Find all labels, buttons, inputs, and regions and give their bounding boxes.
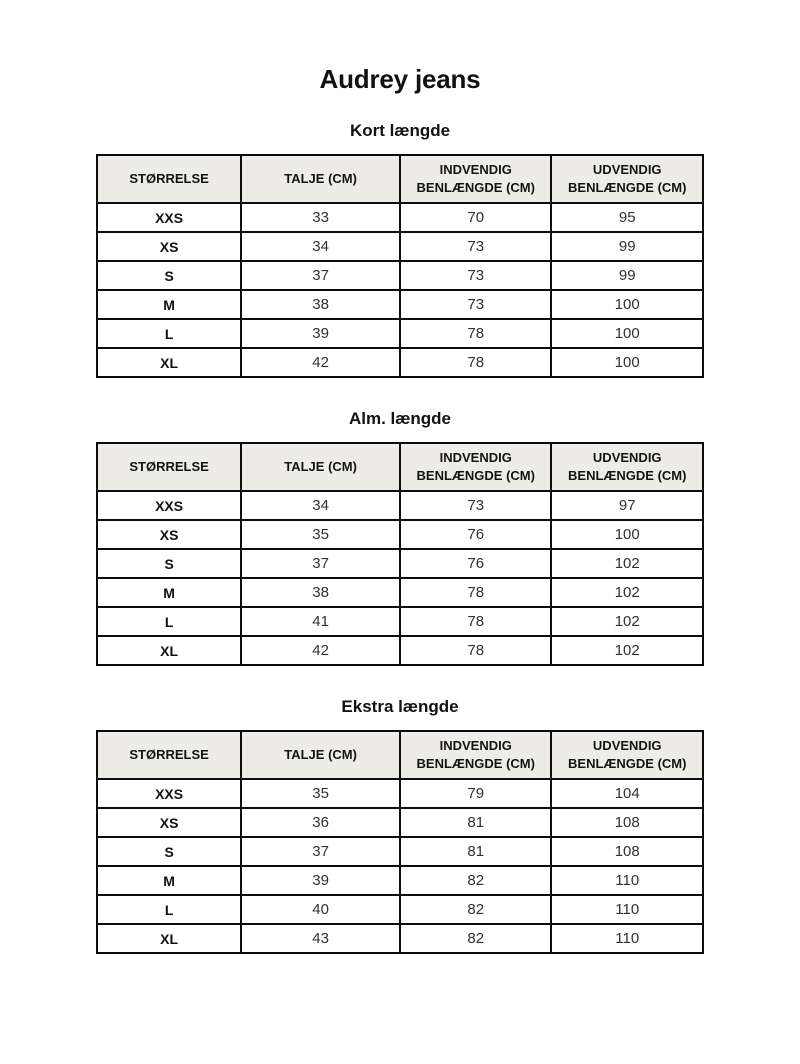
table-row [97, 203, 703, 232]
value-cell: 82 [400, 924, 552, 953]
table-row [97, 636, 703, 665]
size-cell: S [97, 549, 241, 578]
value-cell: 102 [551, 607, 703, 636]
value-cell: 78 [400, 636, 552, 665]
value-cell: 76 [400, 549, 552, 578]
value-cell: 78 [400, 348, 552, 377]
table-row [97, 232, 703, 261]
value-cell: 42 [241, 348, 400, 377]
value-cell: 110 [551, 866, 703, 895]
section-heading: Ekstra længde [341, 697, 459, 716]
table-row [97, 808, 703, 837]
value-cell: 78 [400, 578, 552, 607]
table-row [97, 549, 703, 578]
value-cell: 100 [551, 290, 703, 319]
table-header-row [97, 155, 703, 203]
value-cell: 100 [551, 348, 703, 377]
size-cell: XL [97, 348, 241, 377]
value-cell: 70 [400, 203, 552, 232]
value-cell: 108 [551, 837, 703, 866]
column-header: TALJE (CM) [241, 443, 400, 491]
column-header: UDVENDIG BENLÆNGDE (CM) [551, 443, 703, 491]
size-cell: L [97, 895, 241, 924]
value-cell: 73 [400, 232, 552, 261]
size-cell: M [97, 866, 241, 895]
value-cell: 78 [400, 319, 552, 348]
value-cell: 37 [241, 549, 400, 578]
value-cell: 41 [241, 607, 400, 636]
value-cell: 39 [241, 866, 400, 895]
table-row [97, 520, 703, 549]
table-row [97, 491, 703, 520]
section-heading: Alm. længde [348, 409, 451, 428]
value-cell: 35 [241, 779, 400, 808]
value-cell: 100 [551, 319, 703, 348]
size-cell: M [97, 290, 241, 319]
value-cell: 73 [400, 290, 552, 319]
column-header: UDVENDIG BENLÆNGDE (CM) [551, 155, 703, 203]
value-cell: 37 [241, 837, 400, 866]
value-cell: 97 [551, 491, 703, 520]
value-cell: 110 [551, 924, 703, 953]
size-section [0, 696, 800, 954]
table-row [97, 607, 703, 636]
size-cell: XXS [97, 779, 241, 808]
value-cell: 100 [551, 520, 703, 549]
column-header: STØRRELSE [97, 443, 241, 491]
value-cell: 34 [241, 232, 400, 261]
value-cell: 73 [400, 491, 552, 520]
value-cell: 102 [551, 549, 703, 578]
table-header-row [97, 443, 703, 491]
column-header: INDVENDIG BENLÆNGDE (CM) [400, 443, 552, 491]
value-cell: 108 [551, 808, 703, 837]
table-row [97, 779, 703, 808]
column-header: STØRRELSE [97, 731, 241, 779]
value-cell: 38 [241, 290, 400, 319]
value-cell: 95 [551, 203, 703, 232]
size-cell: S [97, 837, 241, 866]
value-cell: 35 [241, 520, 400, 549]
size-cell: XXS [97, 491, 241, 520]
size-table [96, 730, 704, 954]
column-header: STØRRELSE [97, 155, 241, 203]
value-cell: 78 [400, 607, 552, 636]
section-heading: Kort længde [349, 121, 451, 140]
table-row [97, 866, 703, 895]
table-row [97, 924, 703, 953]
value-cell: 102 [551, 636, 703, 665]
value-cell: 99 [551, 261, 703, 290]
column-header: TALJE (CM) [241, 155, 400, 203]
value-cell: 43 [241, 924, 400, 953]
size-cell: S [97, 261, 241, 290]
size-cell: XXS [97, 203, 241, 232]
value-cell: 40 [241, 895, 400, 924]
value-cell: 42 [241, 636, 400, 665]
value-cell: 102 [551, 578, 703, 607]
column-header: TALJE (CM) [241, 731, 400, 779]
page-title: Audrey jeans [319, 64, 481, 94]
size-table [96, 154, 704, 378]
size-section [0, 408, 800, 666]
value-cell: 38 [241, 578, 400, 607]
value-cell: 39 [241, 319, 400, 348]
table-row [97, 290, 703, 319]
table-row [97, 261, 703, 290]
size-cell: L [97, 319, 241, 348]
size-guide-page [0, 64, 800, 1064]
value-cell: 82 [400, 866, 552, 895]
column-header: INDVENDIG BENLÆNGDE (CM) [400, 731, 552, 779]
value-cell: 110 [551, 895, 703, 924]
table-header-row [97, 731, 703, 779]
size-cell: XL [97, 924, 241, 953]
table-row [97, 578, 703, 607]
column-header: UDVENDIG BENLÆNGDE (CM) [551, 731, 703, 779]
column-header: INDVENDIG BENLÆNGDE (CM) [400, 155, 552, 203]
value-cell: 36 [241, 808, 400, 837]
size-table [96, 442, 704, 666]
value-cell: 79 [400, 779, 552, 808]
value-cell: 82 [400, 895, 552, 924]
table-row [97, 319, 703, 348]
size-cell: XS [97, 232, 241, 261]
value-cell: 81 [400, 808, 552, 837]
table-row [97, 837, 703, 866]
table-row [97, 895, 703, 924]
value-cell: 34 [241, 491, 400, 520]
size-sections-container [0, 120, 800, 954]
value-cell: 99 [551, 232, 703, 261]
value-cell: 76 [400, 520, 552, 549]
value-cell: 104 [551, 779, 703, 808]
size-cell: XS [97, 808, 241, 837]
size-cell: XS [97, 520, 241, 549]
size-cell: L [97, 607, 241, 636]
size-cell: XL [97, 636, 241, 665]
size-section [0, 120, 800, 378]
value-cell: 81 [400, 837, 552, 866]
table-row [97, 348, 703, 377]
value-cell: 37 [241, 261, 400, 290]
size-cell: M [97, 578, 241, 607]
value-cell: 33 [241, 203, 400, 232]
value-cell: 73 [400, 261, 552, 290]
